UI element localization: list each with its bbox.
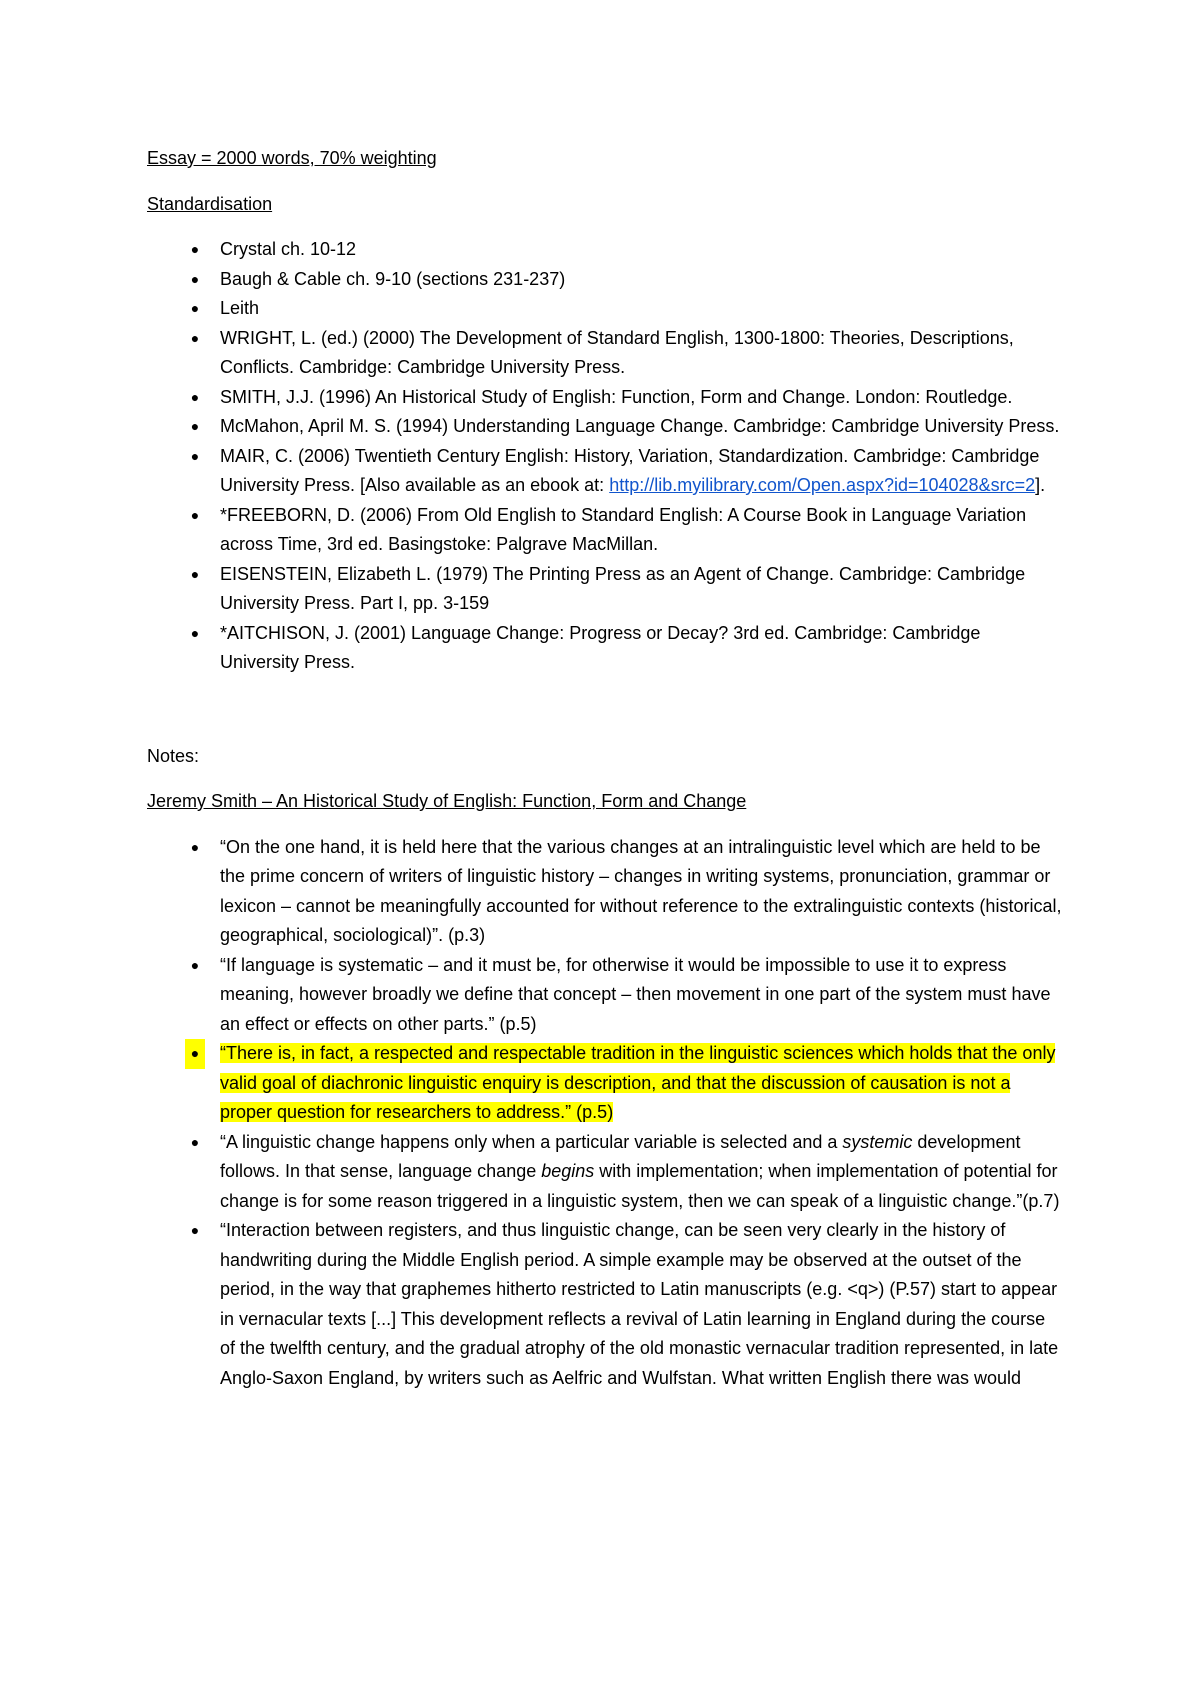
list-item xyxy=(147,560,1062,619)
quote-item xyxy=(147,951,1062,1040)
notes-heading: Jeremy Smith – An Historical Study of English: Function, Form and Change xyxy=(147,791,747,811)
quote-text: “Interaction between registers, and thus linguistic change, can be seen very clearly in the history of handwriting during the Middle English period. A simple example may be observed at the outset of the period, in the way that graphemes hitherto restricted to Latin manuscripts (e.g. <q>) (P.57) start to appear in vernacular texts [...] This development reflects a revival of Latin learning in England during the course of the twelfth century, and the gradual atrophy of the old monastic vernacular tradition represented, in late Anglo-Saxon England, by writers such as Aelfric and Wulfstan. What written English there was would xyxy=(220,1220,1059,1388)
list-item-text: *FREEBORN, D. (2006) From Old English to Standard English: A Course Book in Language Variation across Time, 3rd ed. Basingstoke: Palgrave MacMillan. xyxy=(220,504,1027,554)
quote-text-part: development follows. In that sense, language change xyxy=(220,1131,1021,1181)
bullet-icon: ● xyxy=(190,388,200,405)
quote-item-highlighted xyxy=(147,1039,1062,1128)
italic-term: begins xyxy=(541,1161,595,1181)
bullet-icon: ● xyxy=(190,624,200,641)
list-item-text: Crystal ch. 10-12 xyxy=(220,239,357,259)
bullet-icon: ● xyxy=(190,241,200,257)
reading-list xyxy=(147,235,1062,678)
list-item xyxy=(147,383,1062,413)
bullet-icon: ● xyxy=(190,329,200,346)
bullet-icon: ● xyxy=(190,838,200,855)
list-item xyxy=(147,324,1062,383)
quote-text-part: with implementation; when implementation of potential for change is for some reason triggered in a linguistic system, then we can speak of a linguistic change.”(p.7) xyxy=(220,1161,1060,1211)
list-item-text: McMahon, April M. S. (1994) Understanding Language Change. Cambridge: Cambridge University Press. xyxy=(220,416,1060,436)
list-item-text-tail: ]. xyxy=(1035,475,1046,495)
list-item xyxy=(147,265,1062,295)
bullet-icon: ● xyxy=(190,270,200,287)
bullet-icon: ● xyxy=(190,418,200,434)
ebook-link[interactable]: http://lib.myilibrary.com/Open.aspx?id=104028&src=2 xyxy=(609,475,1036,495)
notes-label: Notes: xyxy=(147,745,200,766)
list-item-text: SMITH, J.J. (1996) An Historical Study of English: Function, Form and Change. London: Routledge. xyxy=(220,386,1013,407)
list-item xyxy=(147,501,1062,560)
list-item xyxy=(147,442,1062,501)
quote-text: “On the one hand, it is held here that the various changes at an intralinguistic level which are held to be the prime concern of writers of linguistic history – changes in writing systems, pronunciation, grammar or lexicon – cannot be meaningfully accounted for without reference to the extralinguistic contexts (historical, geographical, sociological)”. (p.3) xyxy=(220,836,1062,945)
notes-list xyxy=(147,833,1062,1394)
quote-text-part: “A linguistic change happens only when a particular variable is selected and a xyxy=(220,1131,843,1152)
list-item xyxy=(147,235,1062,265)
bullet-icon: ● xyxy=(190,506,200,523)
bullet-icon: ● xyxy=(185,1039,205,1069)
bullet-icon: ● xyxy=(190,956,200,973)
list-item-text: *AITCHISON, J. (2001) Language Change: Progress or Decay? 3rd ed. Cambridge: Cambridge University Press. xyxy=(220,622,981,672)
essay-requirements-line: Essay = 2000 words, 70% weighting xyxy=(147,148,437,168)
document-body xyxy=(147,144,1062,1393)
italic-term: systemic xyxy=(842,1131,913,1152)
quote-item xyxy=(147,1128,1062,1217)
list-item xyxy=(147,412,1062,442)
quote-text: “If language is systematic – and it must be, for otherwise it would be impossible to use it to express meaning, however broadly we define that concept – then movement in one part of the system must have an effect or effects on other parts.” (p.5) xyxy=(220,954,1051,1034)
quote-item xyxy=(147,1216,1062,1393)
bullet-icon: ● xyxy=(190,1133,200,1150)
quote-item xyxy=(147,833,1062,951)
list-item-text: Leith xyxy=(220,298,260,318)
list-item-text: MAIR, C. (2006) Twentieth Century English: History, Variation, Standardization. Cambridge: Cambridge University Press. [Also available as an ebook at: xyxy=(220,445,1040,495)
list-item xyxy=(147,294,1062,324)
bullet-icon: ● xyxy=(190,447,200,464)
list-item-text: Baugh & Cable ch. 9-10 (sections 231-237) xyxy=(220,268,566,289)
section-heading-standardisation: Standardisation xyxy=(147,193,273,214)
spacer xyxy=(147,678,1062,742)
bullet-icon: ● xyxy=(190,300,200,316)
bullet-icon: ● xyxy=(190,565,200,582)
list-item-text: EISENSTEIN, Elizabeth L. (1979) The Printing Press as an Agent of Change. Cambridge: Cambridge University Press. Part I, pp. 3-159 xyxy=(220,563,1026,613)
list-item-text: WRIGHT, L. (ed.) (2000) The Development of Standard English, 1300-1800: Theories, Descriptions, Conflicts. Cambridge: Cambridge University Press. xyxy=(220,327,1014,377)
list-item xyxy=(147,619,1062,678)
bullet-icon: ● xyxy=(190,1222,200,1238)
highlighted-quote-text: “There is, in fact, a respected and respectable tradition in the linguistic sciences which holds that the only valid goal of diachronic linguistic enquiry is description, and that the discussion of causation is not a proper question for researchers to address.” (p.5) xyxy=(220,1043,1056,1122)
